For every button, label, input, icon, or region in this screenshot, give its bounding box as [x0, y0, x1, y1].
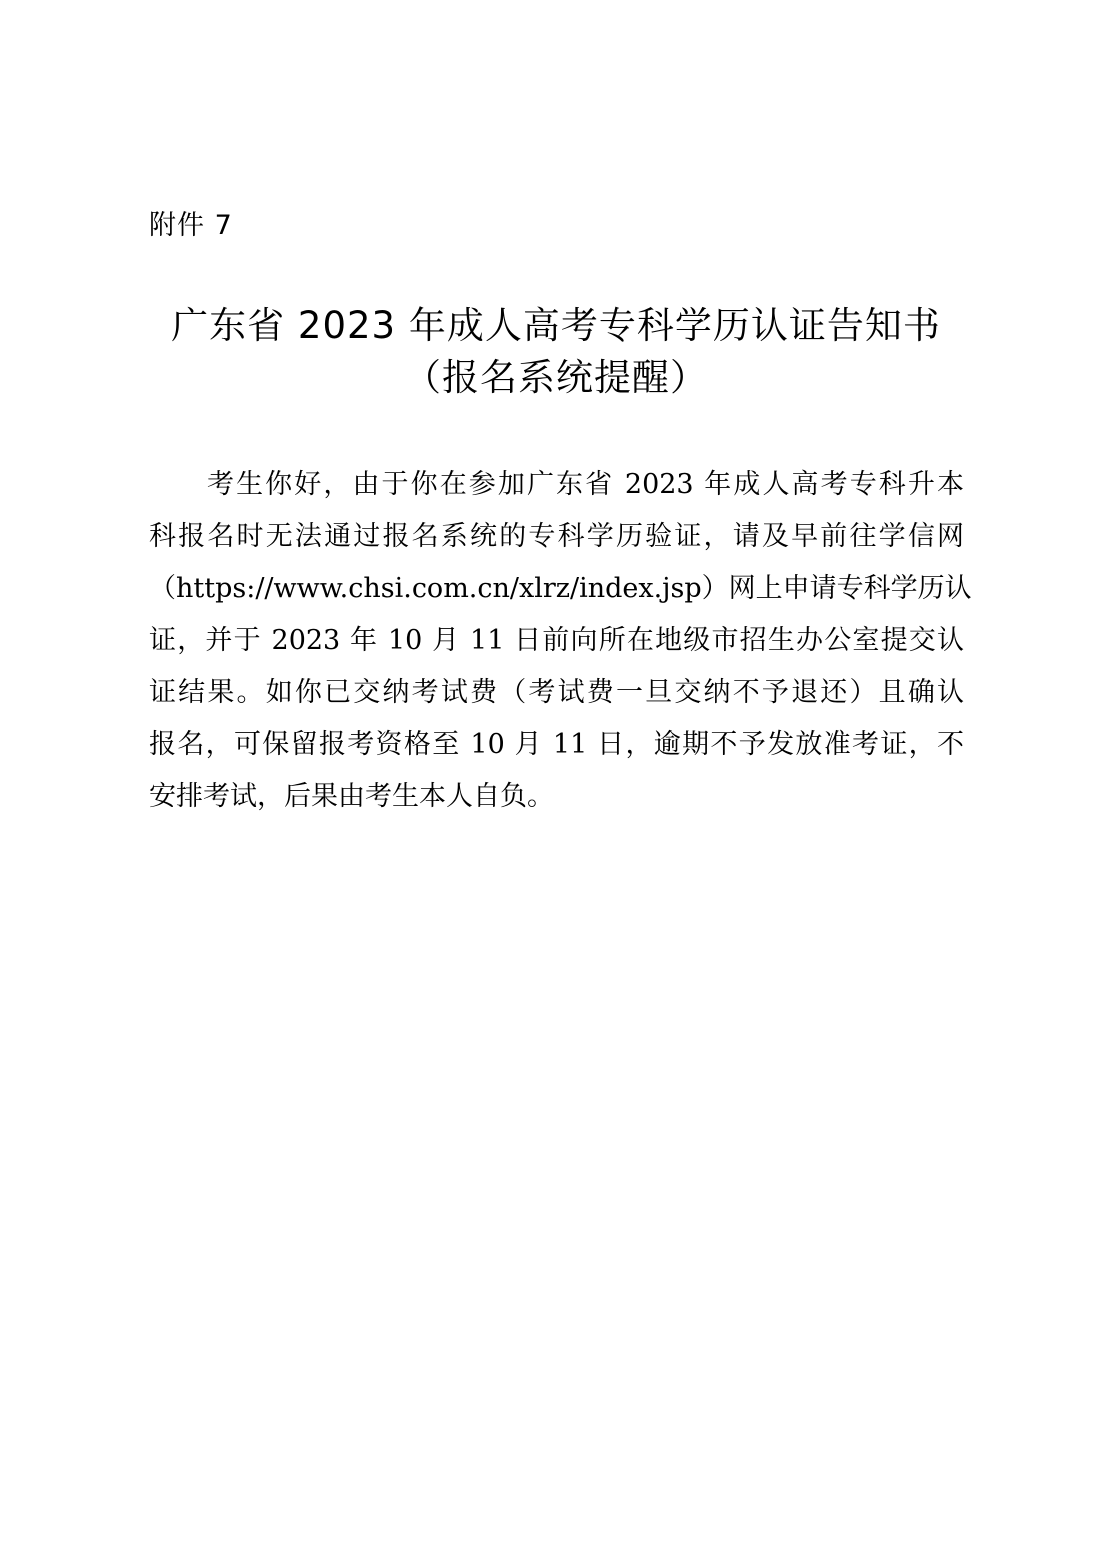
- document-title-line-2: （报名系统提醒）: [404, 356, 708, 399]
- paragraph-line: 报名，可保留报考资格至 10 月 11 日，逾期不予发放准考证，不: [149, 729, 964, 760]
- paragraph-line: 证结果。如你已交纳考试费（考试费一旦交纳不予退还）且确认: [149, 677, 964, 708]
- paragraph-line: （https://www.chsi.com.cn/xlrz/index.jsp）网上申请专科学历认: [149, 573, 972, 604]
- document-title-line-1: 广东省 2023 年成人高考专科学历认证告知书: [171, 304, 941, 347]
- attachment-label: 附件 7: [149, 210, 233, 241]
- paragraph-line: 科报名时无法通过报名系统的专科学历验证，请及早前往学信网: [149, 521, 964, 552]
- paragraph-line: 证，并于 2023 年 10 月 11 日前向所在地级市招生办公室提交认: [149, 625, 964, 656]
- paragraph-line: 考生你好，由于你在参加广东省 2023 年成人高考专科升本: [207, 469, 964, 500]
- paragraph-line: 安排考试，后果由考生本人自负。: [149, 781, 554, 812]
